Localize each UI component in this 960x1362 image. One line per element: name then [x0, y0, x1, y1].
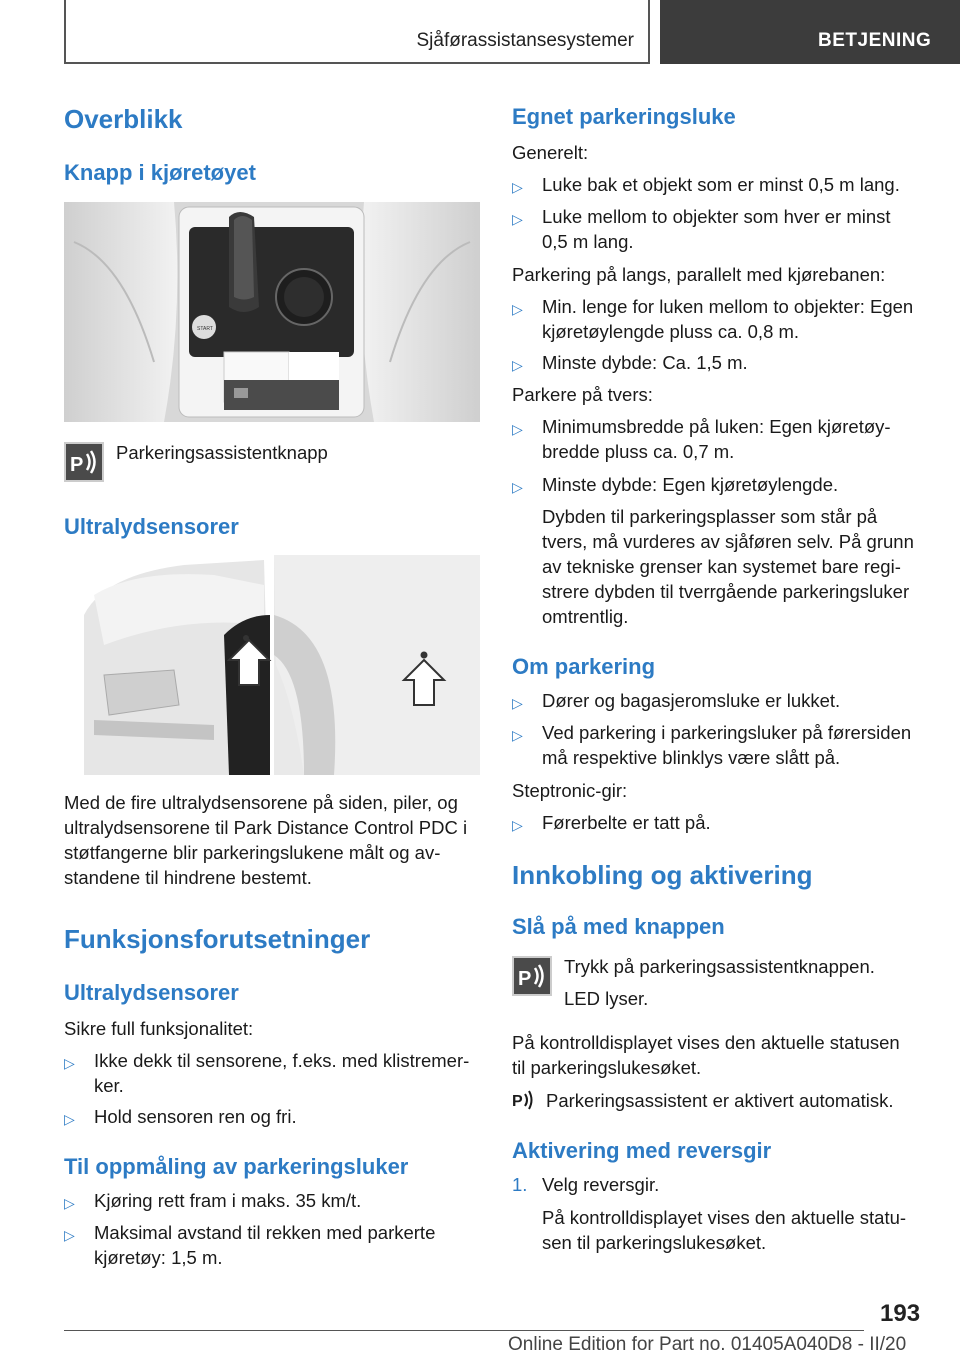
svg-text:START: START	[197, 326, 213, 332]
tvers-note-line-5: omtrentlig.	[542, 606, 629, 627]
heading-egnet: Egnet parkeringsluke	[512, 104, 736, 129]
tvers-note-line-2: tvers, må vurderes av sjåføren selv. På grunn	[542, 531, 914, 552]
press-text: Trykk på parkeringsassistentknappen.	[564, 956, 875, 977]
display-text-line-2: til parkeringslukesøket.	[512, 1057, 702, 1078]
bullet-line: Kjøring rett fram i maks. 35 km/t.	[94, 1190, 362, 1211]
bullet-line: Luke mellom to objekter som hver er minst	[542, 206, 891, 227]
bullet-line: 0,5 m lang.	[542, 231, 634, 252]
bullet-line: Maksimal avstand til rekken med parkerte	[94, 1222, 436, 1243]
bullet-icon: ▷	[64, 1227, 75, 1243]
tvers-note-line-3: av tekniske grenser kan systemet bare regi-	[542, 556, 901, 577]
bullet-line: bredde pluss ca. 0,7 m.	[542, 441, 735, 462]
tvers-note-line-4: strere dybden til tverrgående parkeringsluker	[542, 581, 910, 602]
step-number: 1.	[512, 1174, 528, 1195]
heading-overblikk: Overblikk	[64, 104, 183, 134]
list-item	[512, 172, 930, 197]
footer-edition: Online Edition for Part no. 01405A040D8 - II/20	[508, 1334, 907, 1355]
list-item	[512, 720, 930, 770]
led-text: LED lyser.	[564, 988, 649, 1009]
bullet-line: kjøretøy: 1,5 m.	[94, 1247, 223, 1268]
heading-sla-pa: Slå på med knappen	[512, 914, 725, 939]
heading-innkobling: Innkobling og aktivering	[512, 860, 813, 890]
bullet-line: kjøretøylengde pluss ca. 0,8 m.	[542, 321, 800, 342]
step-text: Velg reversgir.	[542, 1174, 660, 1195]
bullet-icon: ▷	[64, 1055, 75, 1071]
sensor-text-line-1: Med de fire ultralydsensorene på siden, piler, og	[64, 792, 458, 813]
list-item	[512, 1172, 930, 1197]
page-header	[0, 0, 960, 66]
auto-text: Parkeringsassistent er aktivert automatisk.	[546, 1090, 894, 1111]
bullet-line: Minste dybde: Egen kjøretøylengde.	[542, 474, 839, 495]
section-title: Sjåførassistansesystemer	[416, 30, 634, 51]
heading-ultralyd-2: Ultralydsensorer	[64, 980, 239, 1005]
list-item	[512, 688, 930, 713]
list-item	[512, 294, 930, 344]
page-number: 193	[880, 1300, 921, 1327]
gear-console-image	[64, 202, 480, 422]
bullet-line: Hold sensoren ren og fri.	[94, 1106, 297, 1127]
bullet-line: Førerbelte er tatt på.	[542, 812, 711, 833]
bullet-line: ker.	[94, 1075, 124, 1096]
footer-divider	[64, 1330, 864, 1331]
generelt-text: Generelt:	[512, 142, 589, 163]
list-item	[512, 472, 930, 497]
parking-assistant-status-icon	[512, 1088, 538, 1112]
bullet-icon: ▷	[64, 1111, 75, 1127]
bullet-icon: ▷	[512, 357, 523, 373]
bullet-icon: ▷	[512, 301, 523, 317]
button-caption: Parkeringsassistentknapp	[116, 442, 328, 463]
sikre-text: Sikre full funksjonalitet:	[64, 1018, 254, 1039]
list-item	[64, 1048, 482, 1098]
bullet-line: Dører og bagasjeromsluke er lukket.	[542, 690, 841, 711]
list-item	[64, 1220, 482, 1270]
bullet-line: Luke bak et objekt som er minst 0,5 m lang.	[542, 174, 900, 195]
bullet-icon: ▷	[512, 727, 523, 743]
car-bumper-illustration	[64, 555, 480, 775]
sensor-text-line-4: standene til hindrene bestemt.	[64, 867, 312, 888]
heading-om-parkering: Om parkering	[512, 654, 656, 679]
langs-text: Parkering på langs, parallelt med kjørebanen:	[512, 264, 886, 285]
svg-text:P: P	[70, 454, 84, 476]
ultrasonic-sensors-image	[64, 555, 480, 775]
bullet-line: må respektive blinklys være slått på.	[542, 747, 841, 768]
bullet-icon: ▷	[512, 211, 523, 227]
list-item	[512, 414, 930, 464]
heading-oppmaling: Til oppmåling av parkeringsluker	[64, 1154, 409, 1179]
sensor-text-line-3: støtfangerne blir parkeringslukene målt og av-	[64, 842, 441, 863]
list-item	[512, 204, 930, 254]
step-note-line-1: På kontrolldisplayet vises den aktuelle statu-	[542, 1207, 907, 1228]
bullet-icon: ▷	[512, 179, 523, 195]
steptronic-text: Steptronic-gir:	[512, 780, 628, 801]
list-item	[64, 1188, 482, 1213]
bullet-line: Min. lenge for luken mellom to objekter: Egen	[542, 296, 914, 317]
list-item	[512, 810, 930, 835]
parking-assistant-icon	[64, 442, 104, 482]
heading-ultralyd: Ultralydsensorer	[64, 514, 239, 539]
bullet-line: Minste dybde: Ca. 1,5 m.	[542, 352, 748, 373]
heading-funksjon: Funksjonsforutsetninger	[64, 924, 371, 954]
parking-assistant-button-icon	[512, 956, 552, 996]
bullet-line: Ikke dekk til sensorene, f.eks. med klistremer-	[94, 1050, 470, 1071]
bullet-line: Minimumsbredde på luken: Egen kjøretøy-	[542, 416, 891, 437]
svg-text:P: P	[512, 1093, 523, 1110]
bullet-icon: ▷	[512, 421, 523, 437]
heading-aktivering: Aktivering med reversgir	[512, 1138, 772, 1163]
heading-knapp: Knapp i kjøretøyet	[64, 160, 256, 185]
display-text-line-1: På kontrolldisplayet vises den aktuelle statusen	[512, 1032, 900, 1053]
svg-text:P: P	[518, 968, 532, 990]
chapter-title: BETJENING	[818, 30, 932, 51]
list-item	[64, 1104, 482, 1129]
tvers-note-line-1: Dybden til parkeringsplasser som står på	[542, 506, 878, 527]
tvers-text: Parkere på tvers:	[512, 384, 653, 405]
bullet-line: Ved parkering i parkeringsluker på førersiden	[542, 722, 912, 743]
bullet-icon: ▷	[512, 817, 523, 833]
step-note-line-2: sen til parkeringslukesøket.	[542, 1232, 767, 1253]
sensor-text-line-2: ultralydsensorene til Park Distance Control PDC i	[64, 817, 468, 838]
bullet-icon: ▷	[64, 1195, 75, 1211]
gear-console-illustration	[64, 202, 480, 422]
section-header-box	[64, 0, 650, 64]
bullet-icon: ▷	[512, 695, 523, 711]
bullet-icon: ▷	[512, 479, 523, 495]
list-item	[512, 350, 930, 375]
